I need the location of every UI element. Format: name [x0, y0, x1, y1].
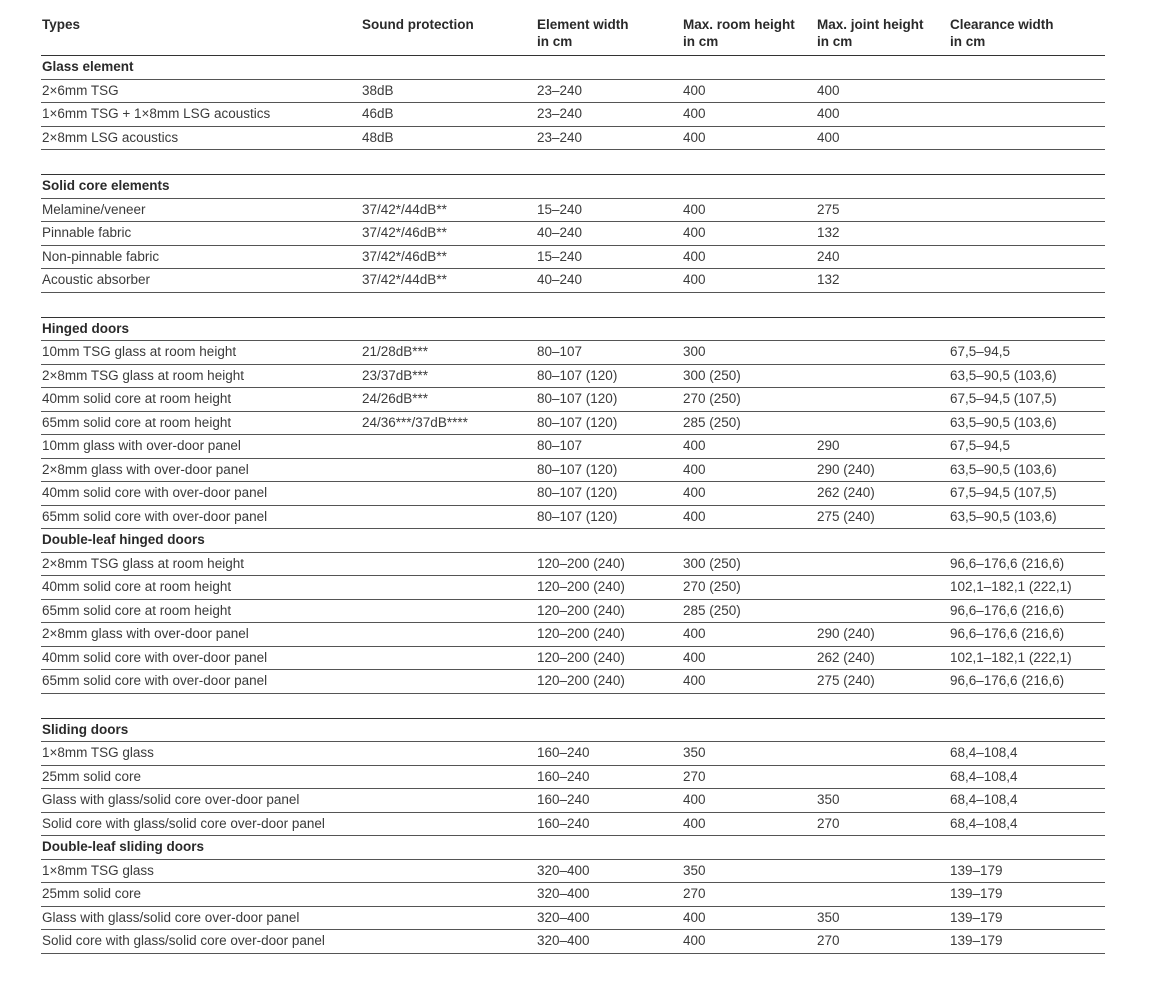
cell-max-joint-height	[816, 411, 949, 435]
cell-max-room-height: 270	[682, 883, 816, 907]
cell-sound-protection	[361, 505, 536, 529]
cell-sound-protection	[361, 789, 536, 813]
cell-type: 1×8mm TSG glass	[41, 859, 361, 883]
cell-max-room-height: 400	[682, 458, 816, 482]
cell-clearance-width: 139–179	[949, 906, 1105, 930]
cell-max-joint-height: 275	[816, 198, 949, 222]
cell-clearance-width	[949, 198, 1105, 222]
table-row	[41, 789, 1105, 813]
cell-clearance-width: 63,5–90,5 (103,6)	[949, 364, 1105, 388]
table-row	[41, 388, 1105, 412]
cell-clearance-width: 63,5–90,5 (103,6)	[949, 411, 1105, 435]
section-spacer	[41, 292, 1105, 317]
cell-clearance-width: 102,1–182,1 (222,1)	[949, 576, 1105, 600]
cell-max-joint-height: 290 (240)	[816, 458, 949, 482]
cell-element-width: 320–400	[536, 883, 682, 907]
cell-max-room-height: 270 (250)	[682, 388, 816, 412]
section-heading-row	[41, 718, 1105, 742]
cell-element-width: 120–200 (240)	[536, 552, 682, 576]
header-element-width: Element width in cm	[536, 14, 682, 56]
cell-sound-protection	[361, 552, 536, 576]
cell-clearance-width	[949, 126, 1105, 150]
cell-type: Glass with glass/solid core over-door panel	[41, 789, 361, 813]
cell-clearance-width: 63,5–90,5 (103,6)	[949, 505, 1105, 529]
cell-sound-protection	[361, 883, 536, 907]
cell-element-width: 23–240	[536, 103, 682, 127]
cell-element-width: 320–400	[536, 859, 682, 883]
cell-type: 25mm solid core	[41, 765, 361, 789]
cell-max-room-height: 400	[682, 435, 816, 459]
spacer-cell	[41, 693, 1105, 718]
cell-sound-protection: 24/26dB***	[361, 388, 536, 412]
cell-max-room-height: 285 (250)	[682, 411, 816, 435]
table-row	[41, 576, 1105, 600]
cell-clearance-width	[949, 79, 1105, 103]
cell-max-joint-height	[816, 883, 949, 907]
cell-max-joint-height: 290	[816, 435, 949, 459]
cell-type: Solid core with glass/solid core over-door panel	[41, 812, 361, 836]
cell-clearance-width: 67,5–94,5 (107,5)	[949, 388, 1105, 412]
cell-type: 2×8mm TSG glass at room height	[41, 552, 361, 576]
cell-type: Non-pinnable fabric	[41, 245, 361, 269]
cell-max-room-height: 350	[682, 859, 816, 883]
section-heading-row	[41, 56, 1105, 80]
cell-clearance-width: 102,1–182,1 (222,1)	[949, 646, 1105, 670]
cell-max-joint-height: 240	[816, 245, 949, 269]
cell-max-room-height: 400	[682, 812, 816, 836]
cell-type: 2×8mm LSG acoustics	[41, 126, 361, 150]
cell-clearance-width: 67,5–94,5	[949, 435, 1105, 459]
table-row	[41, 222, 1105, 246]
cell-sound-protection	[361, 646, 536, 670]
cell-max-room-height: 300	[682, 341, 816, 365]
cell-sound-protection	[361, 435, 536, 459]
cell-max-joint-height: 262 (240)	[816, 482, 949, 506]
table-row	[41, 552, 1105, 576]
cell-element-width: 80–107 (120)	[536, 364, 682, 388]
cell-max-room-height: 300 (250)	[682, 364, 816, 388]
cell-clearance-width: 139–179	[949, 859, 1105, 883]
cell-max-room-height: 350	[682, 742, 816, 766]
cell-clearance-width: 68,4–108,4	[949, 765, 1105, 789]
cell-type: Acoustic absorber	[41, 269, 361, 293]
cell-sound-protection: 48dB	[361, 126, 536, 150]
cell-max-room-height: 400	[682, 269, 816, 293]
cell-type: 65mm solid core with over-door panel	[41, 505, 361, 529]
cell-sound-protection	[361, 930, 536, 954]
cell-max-room-height: 400	[682, 646, 816, 670]
cell-sound-protection: 38dB	[361, 79, 536, 103]
table-row	[41, 341, 1105, 365]
cell-clearance-width: 96,6–176,6 (216,6)	[949, 552, 1105, 576]
cell-sound-protection	[361, 599, 536, 623]
table-row	[41, 482, 1105, 506]
cell-clearance-width: 63,5–90,5 (103,6)	[949, 458, 1105, 482]
cell-element-width: 15–240	[536, 198, 682, 222]
cell-element-width: 40–240	[536, 269, 682, 293]
cell-type: 65mm solid core at room height	[41, 411, 361, 435]
cell-max-joint-height	[816, 859, 949, 883]
cell-clearance-width: 96,6–176,6 (216,6)	[949, 599, 1105, 623]
section-title: Double-leaf sliding doors	[41, 836, 1105, 860]
cell-type: Solid core with glass/solid core over-door panel	[41, 930, 361, 954]
cell-clearance-width: 68,4–108,4	[949, 789, 1105, 813]
cell-element-width: 320–400	[536, 906, 682, 930]
cell-element-width: 80–107 (120)	[536, 388, 682, 412]
cell-max-room-height: 400	[682, 103, 816, 127]
cell-max-room-height: 400	[682, 930, 816, 954]
cell-type: Pinnable fabric	[41, 222, 361, 246]
cell-clearance-width: 139–179	[949, 930, 1105, 954]
cell-clearance-width: 96,6–176,6 (216,6)	[949, 670, 1105, 694]
cell-max-joint-height: 270	[816, 812, 949, 836]
cell-sound-protection: 37/42*/46dB**	[361, 245, 536, 269]
header-types: Types	[41, 14, 361, 56]
cell-max-joint-height: 275 (240)	[816, 505, 949, 529]
cell-type: Melamine/veneer	[41, 198, 361, 222]
cell-sound-protection	[361, 576, 536, 600]
cell-type: 10mm TSG glass at room height	[41, 341, 361, 365]
header-sound-protection: Sound protection	[361, 14, 536, 56]
table-row	[41, 742, 1105, 766]
cell-element-width: 80–107	[536, 341, 682, 365]
header-row	[41, 14, 1105, 56]
table-row	[41, 79, 1105, 103]
cell-sound-protection: 23/37dB***	[361, 364, 536, 388]
table-row	[41, 126, 1105, 150]
cell-max-joint-height: 275 (240)	[816, 670, 949, 694]
cell-element-width: 120–200 (240)	[536, 623, 682, 647]
cell-max-room-height: 400	[682, 789, 816, 813]
cell-element-width: 120–200 (240)	[536, 670, 682, 694]
cell-clearance-width: 67,5–94,5	[949, 341, 1105, 365]
cell-element-width: 80–107	[536, 435, 682, 459]
cell-type: 2×8mm glass with over-door panel	[41, 623, 361, 647]
section-heading-row	[41, 175, 1105, 199]
cell-max-joint-height	[816, 552, 949, 576]
cell-max-room-height: 400	[682, 505, 816, 529]
cell-clearance-width: 68,4–108,4	[949, 812, 1105, 836]
cell-clearance-width: 96,6–176,6 (216,6)	[949, 623, 1105, 647]
cell-max-joint-height	[816, 388, 949, 412]
cell-sound-protection: 37/42*/46dB**	[361, 222, 536, 246]
cell-max-joint-height: 290 (240)	[816, 623, 949, 647]
section-heading-row	[41, 836, 1105, 860]
table-row	[41, 812, 1105, 836]
table-row	[41, 883, 1105, 907]
cell-max-room-height: 285 (250)	[682, 599, 816, 623]
cell-clearance-width: 139–179	[949, 883, 1105, 907]
cell-element-width: 160–240	[536, 742, 682, 766]
cell-max-joint-height	[816, 599, 949, 623]
cell-max-room-height: 400	[682, 623, 816, 647]
cell-sound-protection	[361, 458, 536, 482]
section-title: Solid core elements	[41, 175, 1105, 199]
cell-sound-protection	[361, 765, 536, 789]
table-row	[41, 269, 1105, 293]
cell-element-width: 80–107 (120)	[536, 482, 682, 506]
cell-sound-protection	[361, 859, 536, 883]
table-row	[41, 670, 1105, 694]
section-title: Sliding doors	[41, 718, 1105, 742]
cell-element-width: 120–200 (240)	[536, 599, 682, 623]
cell-clearance-width	[949, 222, 1105, 246]
cell-max-room-height: 400	[682, 245, 816, 269]
cell-element-width: 23–240	[536, 126, 682, 150]
cell-type: 1×6mm TSG + 1×8mm LSG acoustics	[41, 103, 361, 127]
section-title: Hinged doors	[41, 317, 1105, 341]
cell-element-width: 160–240	[536, 789, 682, 813]
cell-sound-protection	[361, 670, 536, 694]
cell-clearance-width	[949, 245, 1105, 269]
cell-sound-protection: 21/28dB***	[361, 341, 536, 365]
cell-sound-protection: 37/42*/44dB**	[361, 269, 536, 293]
cell-sound-protection: 46dB	[361, 103, 536, 127]
cell-type: 2×6mm TSG	[41, 79, 361, 103]
header-clearance-width: Clearance width in cm	[949, 14, 1105, 56]
cell-element-width: 40–240	[536, 222, 682, 246]
cell-element-width: 23–240	[536, 79, 682, 103]
cell-type: 2×8mm glass with over-door panel	[41, 458, 361, 482]
cell-type: 40mm solid core with over-door panel	[41, 482, 361, 506]
section-heading-row	[41, 529, 1105, 553]
table-row	[41, 765, 1105, 789]
table-row	[41, 906, 1105, 930]
cell-max-joint-height: 400	[816, 79, 949, 103]
cell-max-joint-height: 350	[816, 906, 949, 930]
cell-element-width: 80–107 (120)	[536, 505, 682, 529]
table-row	[41, 103, 1105, 127]
table-row	[41, 859, 1105, 883]
table-row	[41, 505, 1105, 529]
spacer-cell	[41, 150, 1105, 175]
cell-type: 2×8mm TSG glass at room height	[41, 364, 361, 388]
cell-type: 65mm solid core at room height	[41, 599, 361, 623]
cell-max-room-height: 400	[682, 222, 816, 246]
cell-max-joint-height	[816, 742, 949, 766]
cell-max-joint-height: 132	[816, 269, 949, 293]
section-heading-row	[41, 317, 1105, 341]
cell-max-joint-height: 262 (240)	[816, 646, 949, 670]
table-row	[41, 930, 1105, 954]
cell-type: 40mm solid core with over-door panel	[41, 646, 361, 670]
cell-clearance-width	[949, 103, 1105, 127]
cell-clearance-width	[949, 269, 1105, 293]
cell-type: Glass with glass/solid core over-door panel	[41, 906, 361, 930]
cell-sound-protection	[361, 742, 536, 766]
cell-element-width: 120–200 (240)	[536, 646, 682, 670]
cell-element-width: 80–107 (120)	[536, 458, 682, 482]
cell-sound-protection: 37/42*/44dB**	[361, 198, 536, 222]
cell-max-joint-height: 400	[816, 126, 949, 150]
cell-element-width: 160–240	[536, 765, 682, 789]
section-title: Glass element	[41, 56, 1105, 80]
cell-clearance-width: 67,5–94,5 (107,5)	[949, 482, 1105, 506]
cell-sound-protection	[361, 482, 536, 506]
cell-max-joint-height	[816, 341, 949, 365]
cell-type: 1×8mm TSG glass	[41, 742, 361, 766]
cell-element-width: 120–200 (240)	[536, 576, 682, 600]
header-max-room-height: Max. room height in cm	[682, 14, 816, 56]
cell-max-room-height: 400	[682, 198, 816, 222]
cell-type: 40mm solid core at room height	[41, 388, 361, 412]
table-body	[41, 56, 1105, 954]
cell-type: 65mm solid core with over-door panel	[41, 670, 361, 694]
section-title: Double-leaf hinged doors	[41, 529, 1105, 553]
cell-sound-protection: 24/36***/37dB****	[361, 411, 536, 435]
section-spacer	[41, 150, 1105, 175]
cell-max-joint-height: 350	[816, 789, 949, 813]
cell-element-width: 15–240	[536, 245, 682, 269]
cell-type: 10mm glass with over-door panel	[41, 435, 361, 459]
cell-max-room-height: 270 (250)	[682, 576, 816, 600]
cell-max-joint-height	[816, 364, 949, 388]
spacer-cell	[41, 292, 1105, 317]
cell-max-room-height: 400	[682, 906, 816, 930]
cell-type: 25mm solid core	[41, 883, 361, 907]
table-row	[41, 646, 1105, 670]
cell-max-joint-height	[816, 765, 949, 789]
cell-max-room-height: 400	[682, 482, 816, 506]
cell-sound-protection	[361, 906, 536, 930]
cell-element-width: 160–240	[536, 812, 682, 836]
section-spacer	[41, 693, 1105, 718]
table-row	[41, 599, 1105, 623]
cell-max-joint-height	[816, 576, 949, 600]
header-max-joint-height: Max. joint height in cm	[816, 14, 949, 56]
table-row	[41, 458, 1105, 482]
cell-element-width: 80–107 (120)	[536, 411, 682, 435]
cell-max-joint-height: 132	[816, 222, 949, 246]
cell-max-joint-height: 270	[816, 930, 949, 954]
cell-max-room-height: 400	[682, 126, 816, 150]
table-row	[41, 411, 1105, 435]
table-row	[41, 364, 1105, 388]
cell-max-room-height: 270	[682, 765, 816, 789]
table-row	[41, 198, 1105, 222]
table-row	[41, 245, 1105, 269]
table-row	[41, 623, 1105, 647]
table-header	[41, 14, 1105, 56]
cell-max-room-height: 400	[682, 670, 816, 694]
cell-max-joint-height: 400	[816, 103, 949, 127]
door-specifications-table	[41, 14, 1105, 954]
cell-max-room-height: 400	[682, 79, 816, 103]
cell-element-width: 320–400	[536, 930, 682, 954]
cell-max-room-height: 300 (250)	[682, 552, 816, 576]
cell-clearance-width: 68,4–108,4	[949, 742, 1105, 766]
table-row	[41, 435, 1105, 459]
cell-sound-protection	[361, 623, 536, 647]
cell-sound-protection	[361, 812, 536, 836]
cell-type: 40mm solid core at room height	[41, 576, 361, 600]
